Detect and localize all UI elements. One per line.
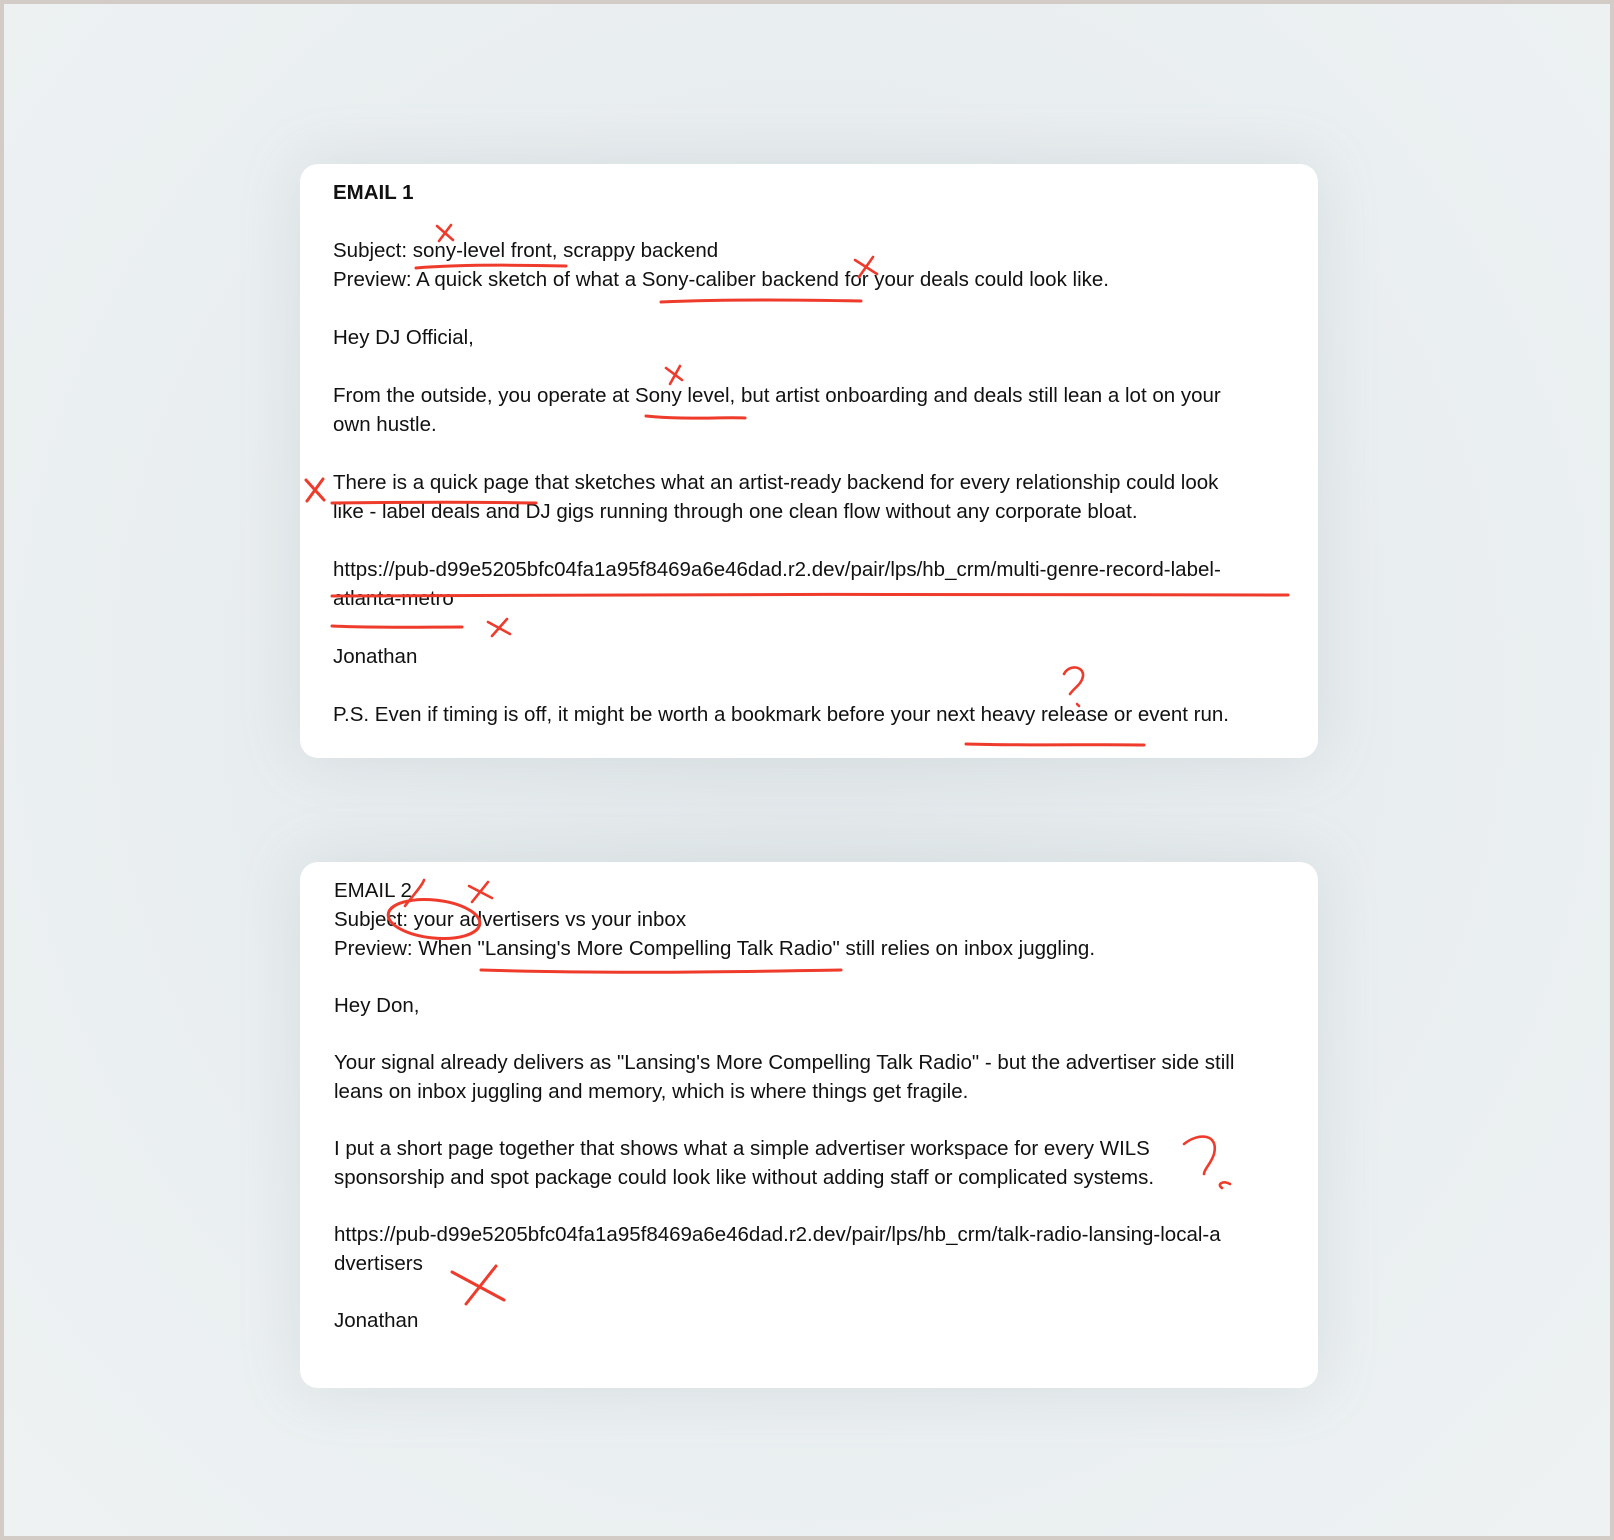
- email-2-title: EMAIL 2: [334, 879, 412, 902]
- email-1-greeting: Hey DJ Official,: [333, 326, 474, 349]
- email-1-body2-line2: like - label deals and DJ gigs running through one clean flow without any corporate bloat.: [333, 500, 1138, 523]
- email-2-signature: Jonathan: [334, 1309, 419, 1332]
- email-2-link-line1[interactable]: https://pub-d99e5205bfc04fa1a95f8469a6e46dad.r2.dev/pair/lps/hb_crm/talk-radio-lansing-local-a: [334, 1223, 1221, 1246]
- email-2-body1-line2: leans on inbox juggling and memory, which is where things get fragile.: [334, 1080, 969, 1103]
- email-1-subject: Subject: sony-level front, scrappy backend: [333, 239, 719, 262]
- email-card-2: [300, 862, 1318, 1388]
- email-2-body2-line2: sponsorship and spot package could look like without adding staff or complicated systems.: [334, 1166, 1155, 1189]
- email-2-link-line2[interactable]: dvertisers: [334, 1252, 423, 1275]
- email-1-body2-line1: There is a quick page that sketches what an artist-ready backend for every relationship could look: [333, 471, 1219, 494]
- email-1-ps: P.S. Even if timing is off, it might be worth a bookmark before your next heavy release or event run.: [333, 703, 1230, 726]
- email-card-1: [300, 164, 1318, 758]
- email-1-body1-line2: own hustle.: [333, 413, 437, 436]
- email-2-greeting: Hey Don,: [334, 994, 420, 1017]
- email-1-link-line2[interactable]: atlanta-metro: [333, 587, 454, 610]
- email-2-preview: Preview: When "Lansing's More Compelling Talk Radio" still relies on inbox juggling.: [334, 937, 1096, 960]
- email-1-signature: Jonathan: [333, 645, 418, 668]
- email-1-preview: Preview: A quick sketch of what a Sony-caliber backend for your deals could look like.: [333, 268, 1109, 291]
- email-1-title: EMAIL 1: [333, 181, 414, 204]
- email-1-body1-line1: From the outside, you operate at Sony level, but artist onboarding and deals still lean a lot on your: [333, 384, 1221, 407]
- email-2-subject: Subject: your advertisers vs your inbox: [334, 908, 687, 931]
- email-2-body2-line1: I put a short page together that shows what a simple advertiser workspace for every WILS: [334, 1137, 1150, 1160]
- email-1-link-line1[interactable]: https://pub-d99e5205bfc04fa1a95f8469a6e46dad.r2.dev/pair/lps/hb_crm/multi-genre-record-label-: [333, 558, 1221, 581]
- email-2-body1-line1: Your signal already delivers as "Lansing's More Compelling Talk Radio" - but the advertiser side still: [334, 1051, 1235, 1074]
